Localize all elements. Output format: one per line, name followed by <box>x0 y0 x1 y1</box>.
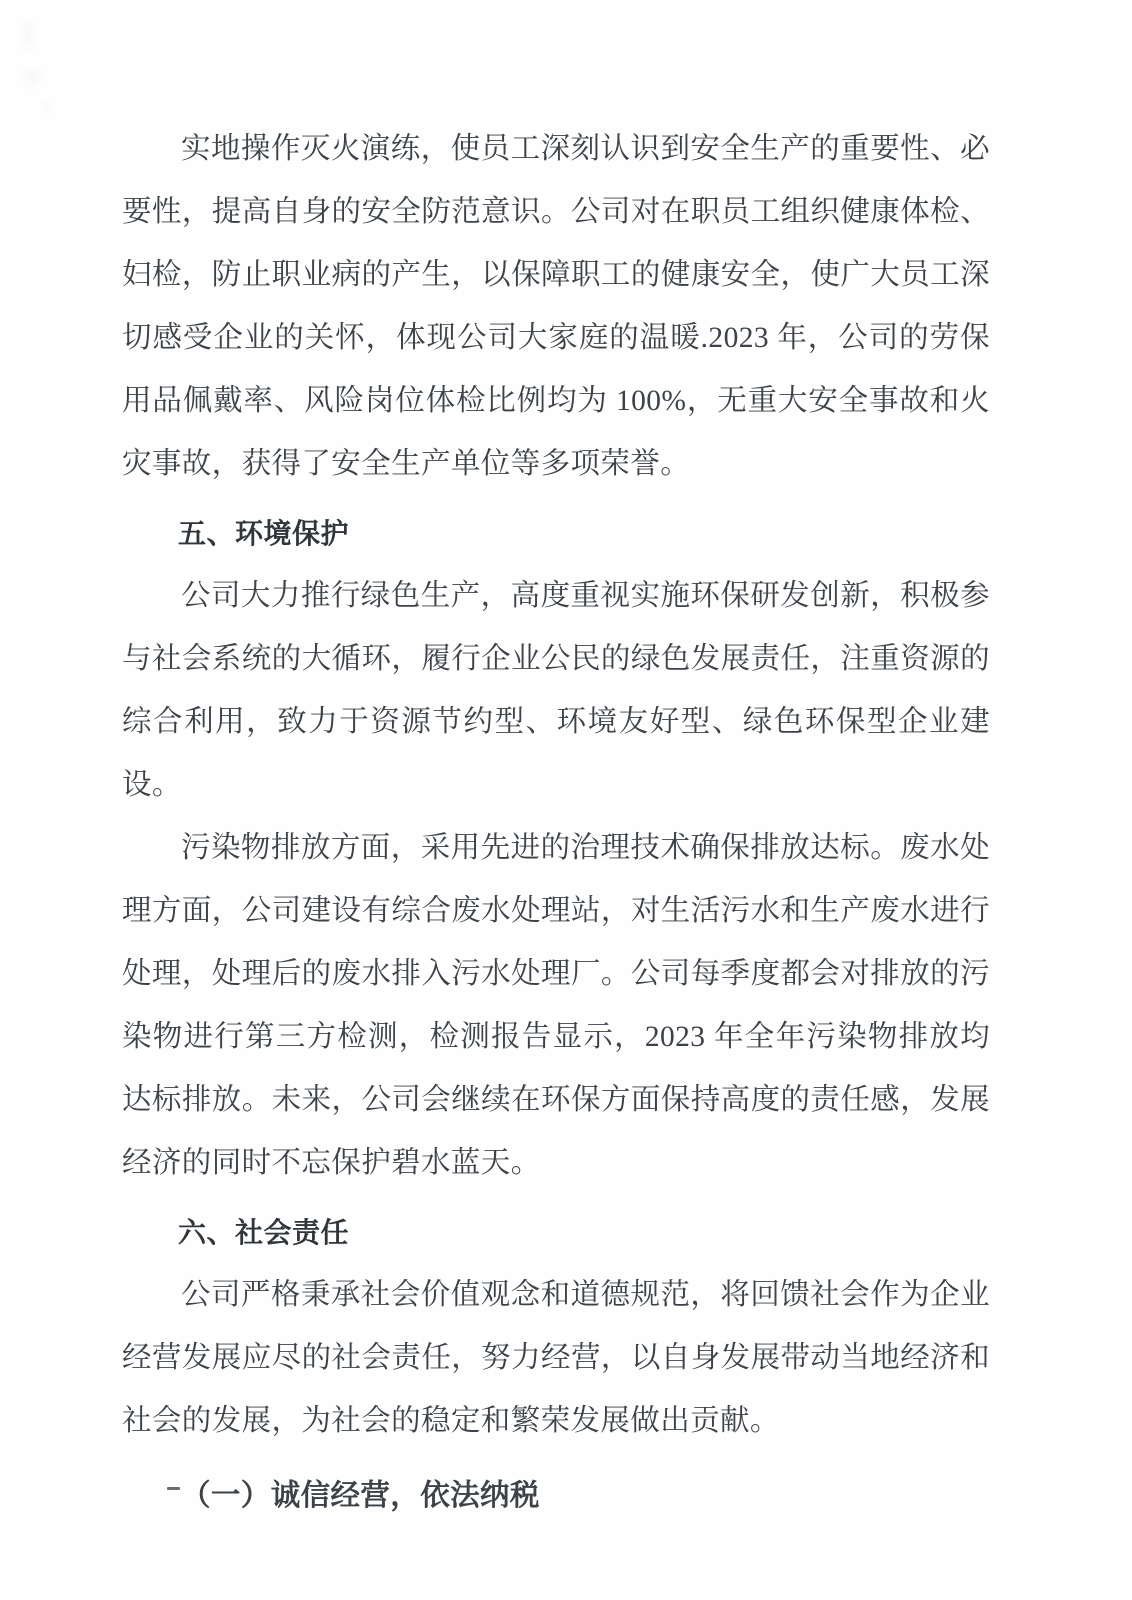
document-body <box>122 118 990 1528</box>
spacer <box>122 1453 990 1465</box>
scan-speck-artifact <box>167 1487 180 1490</box>
heading-social-responsibility: 六、社会责任 <box>178 1217 350 1248</box>
paragraph-social-value: 公司严格秉承社会价值观念和道德规范，将回馈社会作为企业经营发展应尽的社会责任，努力经营，以自身发展带动当地经济和社会的发展，为社会的稳定和繁荣发展做出贡献。 <box>122 1279 990 1437</box>
paragraph-safety-production-continued: 实地操作灭火演练，使员工深刻认识到安全生产的重要性、必要性，提高自身的安全防范意识。公司对在职员工组织健康体检、妇检，防止职业病的产生，以保障职工的健康安全，使广大员工深切感受企业的关怀，体现公司大家庭的温暖.2023 年，公司的劳保用品佩戴率、风险岗位体检比例均为 100%，无重大安全事故和火灾事故，获得了安全生产单位等多项荣誉。 <box>122 133 990 480</box>
paragraph-green-production: 公司大力推行绿色生产，高度重视实施环保研发创新，积极参与社会系统的大循环，履行企业公民的绿色发展责任，注重资源的综合利用，致力于资源节约型、环境友好型、绿色环保型企业建设。 <box>122 580 990 801</box>
scan-bleedthrough-artifact <box>6 6 64 118</box>
subheading-integrity-operation: （一）诚信经营，依法纳税 <box>181 1480 540 1512</box>
heading-environmental-protection: 五、环境保护 <box>178 518 350 549</box>
paragraph-pollutant-discharge: 污染物排放方面，采用先进的治理技术确保排放达标。废水处理方面，公司建设有综合废水处理站，对生活污水和生产废水进行处理，处理后的废水排入污水处理厂。公司每季度都会对排放的污染物进行第三方检测，检测报告显示，2023 年全年污染物排放均达标排放。未来，公司会继续在环保方面保持高度的责任感，发展经济的同时不忘保护碧水蓝天。 <box>122 832 990 1179</box>
